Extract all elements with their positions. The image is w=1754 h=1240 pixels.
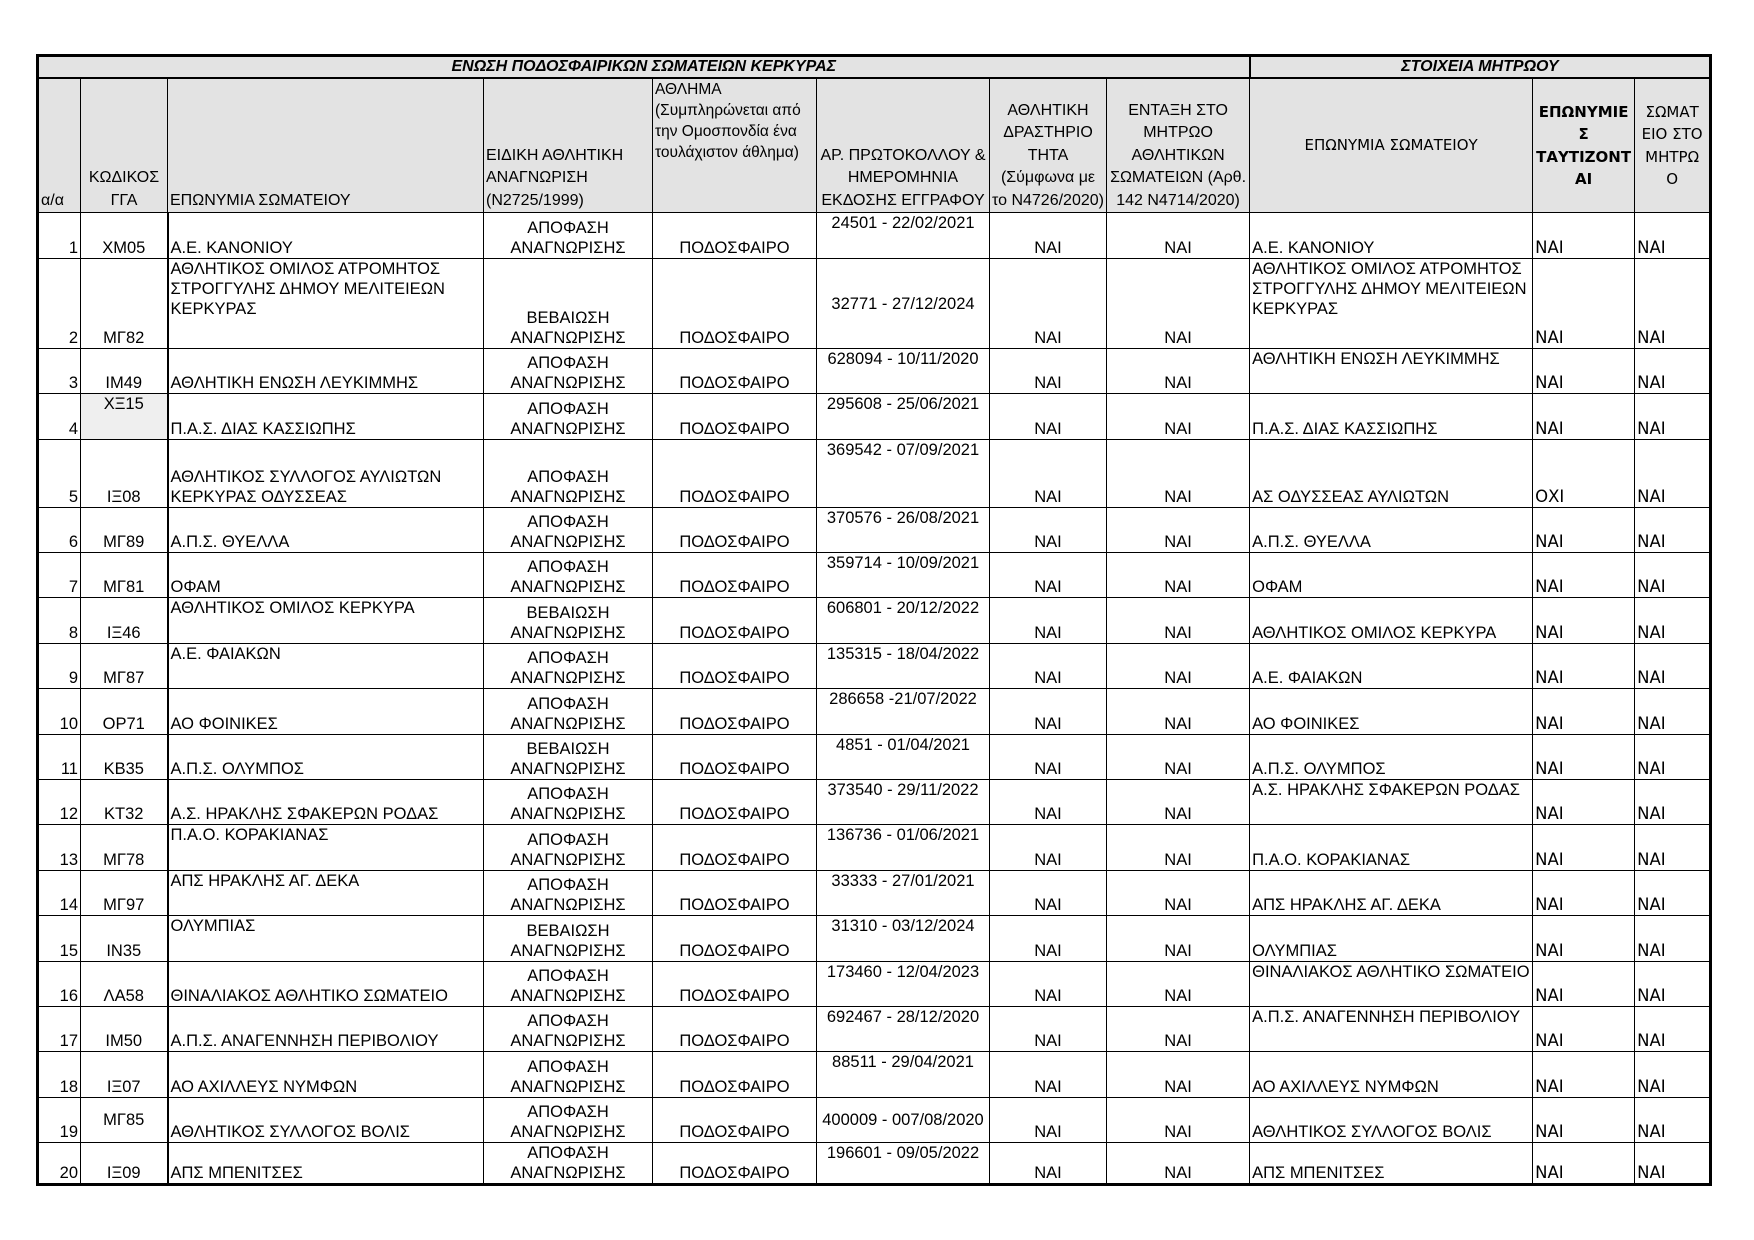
table-row xyxy=(38,259,1711,349)
col-header-protocol: ΑΡ. ΠΡΩΤΟΚΟΛΛΟΥ & ΗΜΕΡΟΜΗΝΙΑ ΕΚΔΟΣΗΣ ΕΓΓΡΑΦΟΥ xyxy=(817,78,990,213)
registry-inclusion-cell: ΝΑΙ xyxy=(1107,689,1250,735)
recognition-type-cell: ΒΕΒΑΙΩΣΗ ΑΝΑΓΝΩΡΙΣΗΣ xyxy=(484,916,653,962)
table-body xyxy=(38,213,1711,1185)
protocol-date-cell: 32771 - 27/12/2024 xyxy=(817,259,990,349)
recognition-type-cell: ΑΠΟΦΑΣΗ ΑΝΑΓΝΩΡΙΣΗΣ xyxy=(484,508,653,553)
in-registry-cell: ΝΑΙ xyxy=(1635,780,1711,825)
protocol-date-cell: 369542 - 07/09/2021 xyxy=(817,440,990,508)
club-name-cell: ΟΦΑΜ xyxy=(168,553,484,598)
sport-cell: ΠΟΔΟΣΦΑΙΡΟ xyxy=(653,644,817,689)
in-registry-cell: ΝΑΙ xyxy=(1635,871,1711,916)
registry-inclusion-cell: ΝΑΙ xyxy=(1107,440,1250,508)
in-registry-cell: ΝΑΙ xyxy=(1635,1052,1711,1098)
recognition-type-cell: ΑΠΟΦΑΣΗ ΑΝΑΓΝΩΡΙΣΗΣ xyxy=(484,780,653,825)
registry-club-name-cell: Α.Ε. ΦΑΙΑΚΩΝ xyxy=(1250,644,1533,689)
registry-club-name-cell: ΑΘΛΗΤΙΚΟΣ ΟΜΙΛΟΣ ΑΤΡΟΜΗΤΟΣ ΣΤΡΟΓΓΥΛΗΣ ΔΗΜΟΥ ΜΕΛΙΤΕΙΕΩΝ ΚΕΡΚΥΡΑΣ xyxy=(1250,259,1533,349)
names-match-cell: ΟΧΙ xyxy=(1533,440,1635,508)
recognition-type-cell: ΑΠΟΦΑΣΗ ΑΝΑΓΝΩΡΙΣΗΣ xyxy=(484,553,653,598)
registry-inclusion-cell: ΝΑΙ xyxy=(1107,871,1250,916)
club-name-cell: Α.Ε. ΦΑΙΑΚΩΝ xyxy=(168,644,484,689)
table-row xyxy=(38,962,1711,1007)
club-code-cell: ΙΝ35 xyxy=(81,916,168,962)
protocol-date-cell: 370576 - 26/08/2021 xyxy=(817,508,990,553)
registry-inclusion-cell: ΝΑΙ xyxy=(1107,1007,1250,1052)
sports-activity-cell: ΝΑΙ xyxy=(990,213,1107,259)
registry-inclusion-cell: ΝΑΙ xyxy=(1107,1143,1250,1185)
registry-inclusion-cell: ΝΑΙ xyxy=(1107,825,1250,871)
row-number-cell: 11 xyxy=(38,735,81,780)
protocol-date-cell: 373540 - 29/11/2022 xyxy=(817,780,990,825)
club-code-cell: ΜΓ89 xyxy=(81,508,168,553)
registry-club-name-cell: Π.Α.Ο. ΚΟΡΑΚΙΑΝΑΣ xyxy=(1250,825,1533,871)
registry-club-name-cell: Α.Π.Σ. ΘΥΕΛΛΑ xyxy=(1250,508,1533,553)
recognition-type-cell: ΑΠΟΦΑΣΗ ΑΝΑΓΝΩΡΙΣΗΣ xyxy=(484,394,653,440)
sports-activity-cell: ΝΑΙ xyxy=(990,1052,1107,1098)
club-code-cell: ΙΞ07 xyxy=(81,1052,168,1098)
row-number-cell: 10 xyxy=(38,689,81,735)
col-header-aa: α/α xyxy=(38,78,81,213)
sport-cell: ΠΟΔΟΣΦΑΙΡΟ xyxy=(653,1052,817,1098)
sports-activity-cell: ΝΑΙ xyxy=(990,916,1107,962)
protocol-date-cell: 88511 - 29/04/2021 xyxy=(817,1052,990,1098)
sports-activity-cell: ΝΑΙ xyxy=(990,871,1107,916)
sports-activity-cell: ΝΑΙ xyxy=(990,349,1107,394)
protocol-date-cell: 4851 - 01/04/2021 xyxy=(817,735,990,780)
club-code-cell: ΚΤ32 xyxy=(81,780,168,825)
club-code-cell: ΜΓ85 xyxy=(81,1098,168,1143)
protocol-date-cell: 628094 - 10/11/2020 xyxy=(817,349,990,394)
in-registry-cell: ΝΑΙ xyxy=(1635,259,1711,349)
table-row xyxy=(38,1143,1711,1185)
registry-inclusion-cell: ΝΑΙ xyxy=(1107,916,1250,962)
recognition-type-cell: ΑΠΟΦΑΣΗ ΑΝΑΓΝΩΡΙΣΗΣ xyxy=(484,644,653,689)
row-number-cell: 6 xyxy=(38,508,81,553)
club-code-cell: ΜΓ82 xyxy=(81,259,168,349)
row-number-cell: 8 xyxy=(38,598,81,644)
table-row xyxy=(38,689,1711,735)
recognition-type-cell: ΑΠΟΦΑΣΗ ΑΝΑΓΝΩΡΙΣΗΣ xyxy=(484,1052,653,1098)
row-number-cell: 19 xyxy=(38,1098,81,1143)
names-match-cell: ΝΑΙ xyxy=(1533,962,1635,1007)
in-registry-cell: ΝΑΙ xyxy=(1635,689,1711,735)
clubs-registry-table xyxy=(36,54,1712,1186)
recognition-type-cell: ΑΠΟΦΑΣΗ ΑΝΑΓΝΩΡΙΣΗΣ xyxy=(484,689,653,735)
registry-club-name-cell: ΟΦΑΜ xyxy=(1250,553,1533,598)
in-registry-cell: ΝΑΙ xyxy=(1635,553,1711,598)
names-match-cell: ΝΑΙ xyxy=(1533,598,1635,644)
recognition-type-cell: ΑΠΟΦΑΣΗ ΑΝΑΓΝΩΡΙΣΗΣ xyxy=(484,871,653,916)
names-match-cell: ΝΑΙ xyxy=(1533,780,1635,825)
sports-activity-cell: ΝΑΙ xyxy=(990,440,1107,508)
club-name-cell: ΘΙΝΑΛΙΑΚΟΣ ΑΘΛΗΤΙΚΟ ΣΩΜΑΤΕΙΟ xyxy=(168,962,484,1007)
sports-activity-cell: ΝΑΙ xyxy=(990,780,1107,825)
names-match-cell: ΝΑΙ xyxy=(1533,916,1635,962)
col-header-code: ΚΩΔΙΚΟΣ ΓΓΑ xyxy=(81,78,168,213)
recognition-type-cell: ΑΠΟΦΑΣΗ ΑΝΑΓΝΩΡΙΣΗΣ xyxy=(484,440,653,508)
row-number-cell: 20 xyxy=(38,1143,81,1185)
club-code-cell: ΜΓ97 xyxy=(81,871,168,916)
registry-club-name-cell: Π.Α.Σ. ΔΙΑΣ ΚΑΣΣΙΩΠΗΣ xyxy=(1250,394,1533,440)
table-row xyxy=(38,1007,1711,1052)
club-name-cell: Α.Π.Σ. ΘΥΕΛΛΑ xyxy=(168,508,484,553)
names-match-cell: ΝΑΙ xyxy=(1533,1007,1635,1052)
names-match-cell: ΝΑΙ xyxy=(1533,508,1635,553)
row-number-cell: 13 xyxy=(38,825,81,871)
registry-inclusion-cell: ΝΑΙ xyxy=(1107,644,1250,689)
club-name-cell: ΑΘΛΗΤΙΚΟΣ ΣΥΛΛΟΓΟΣ ΑΥΛΙΩΤΩΝ ΚΕΡΚΥΡΑΣ ΟΔΥΣΣΕΑΣ xyxy=(168,440,484,508)
club-code-cell: ΧΞ15 xyxy=(81,394,168,440)
sports-activity-cell: ΝΑΙ xyxy=(990,1098,1107,1143)
recognition-type-cell: ΒΕΒΑΙΩΣΗ ΑΝΑΓΝΩΡΙΣΗΣ xyxy=(484,598,653,644)
club-code-cell: ΟΡ71 xyxy=(81,689,168,735)
club-name-cell: Α.Π.Σ. ΟΛΥΜΠΟΣ xyxy=(168,735,484,780)
sports-activity-cell: ΝΑΙ xyxy=(990,394,1107,440)
club-name-cell: Π.Α.Ο. ΚΟΡΑΚΙΑΝΑΣ xyxy=(168,825,484,871)
sport-cell: ΠΟΔΟΣΦΑΙΡΟ xyxy=(653,553,817,598)
sports-activity-cell: ΝΑΙ xyxy=(990,735,1107,780)
names-match-cell: ΝΑΙ xyxy=(1533,553,1635,598)
recognition-type-cell: ΒΕΒΑΙΩΣΗ ΑΝΑΓΝΩΡΙΣΗΣ xyxy=(484,259,653,349)
table-row xyxy=(38,553,1711,598)
registry-inclusion-cell: ΝΑΙ xyxy=(1107,349,1250,394)
club-name-cell: ΟΛΥΜΠΙΑΣ xyxy=(168,916,484,962)
sport-cell: ΠΟΔΟΣΦΑΙΡΟ xyxy=(653,394,817,440)
club-code-cell: ΧΜ05 xyxy=(81,213,168,259)
names-match-cell: ΝΑΙ xyxy=(1533,735,1635,780)
col-header-activity: ΑΘΛΗΤΙΚΗ ΔΡΑΣΤΗΡΙΟ ΤΗΤΑ (Σύμφωνα με το Ν4726/2020) xyxy=(990,78,1107,213)
col-header-sport: ΑΘΛΗΜΑ (Συμπληρώνεται από την Ομοσπονδία ένα τουλάχιστον άθλημα) xyxy=(653,78,817,213)
sport-cell: ΠΟΔΟΣΦΑΙΡΟ xyxy=(653,1143,817,1185)
col-header-name: ΕΠΩΝΥΜΙΑ ΣΩΜΑΤΕΙΟΥ xyxy=(168,78,484,213)
row-number-cell: 9 xyxy=(38,644,81,689)
row-number-cell: 15 xyxy=(38,916,81,962)
club-name-cell: ΑΘΛΗΤΙΚΗ ΕΝΩΣΗ ΛΕΥΚΙΜΜΗΣ xyxy=(168,349,484,394)
registry-club-name-cell: ΑΠΣ ΗΡΑΚΛΗΣ ΑΓ. ΔΕΚΑ xyxy=(1250,871,1533,916)
sport-cell: ΠΟΔΟΣΦΑΙΡΟ xyxy=(653,349,817,394)
recognition-type-cell: ΑΠΟΦΑΣΗ ΑΝΑΓΝΩΡΙΣΗΣ xyxy=(484,349,653,394)
sport-cell: ΠΟΔΟΣΦΑΙΡΟ xyxy=(653,1098,817,1143)
club-name-cell: Α.Π.Σ. ΑΝΑΓΕΝΝΗΣΗ ΠΕΡΙΒΟΛΙΟΥ xyxy=(168,1007,484,1052)
registry-inclusion-cell: ΝΑΙ xyxy=(1107,508,1250,553)
col-header-in-registry: ΣΩΜΑΤ ΕΙΟ ΣΤΟ ΜΗΤΡΩ Ο xyxy=(1635,78,1711,213)
table-row xyxy=(38,735,1711,780)
registry-club-name-cell: Α.Σ. ΗΡΑΚΛΗΣ ΣΦΑΚΕΡΩΝ ΡΟΔΑΣ xyxy=(1250,780,1533,825)
registry-club-name-cell: ΑΘΛΗΤΙΚΗ ΕΝΩΣΗ ΛΕΥΚΙΜΜΗΣ xyxy=(1250,349,1533,394)
club-name-cell: Π.Α.Σ. ΔΙΑΣ ΚΑΣΣΙΩΠΗΣ xyxy=(168,394,484,440)
protocol-date-cell: 33333 - 27/01/2021 xyxy=(817,871,990,916)
registry-inclusion-cell: ΝΑΙ xyxy=(1107,962,1250,1007)
sports-activity-cell: ΝΑΙ xyxy=(990,598,1107,644)
row-number-cell: 3 xyxy=(38,349,81,394)
sport-cell: ΠΟΔΟΣΦΑΙΡΟ xyxy=(653,780,817,825)
in-registry-cell: ΝΑΙ xyxy=(1635,508,1711,553)
row-number-cell: 12 xyxy=(38,780,81,825)
row-number-cell: 14 xyxy=(38,871,81,916)
registry-club-name-cell: ΑΘΛΗΤΙΚΟΣ ΣΥΛΛΟΓΟΣ ΒΟΛΙΣ xyxy=(1250,1098,1533,1143)
names-match-cell: ΝΑΙ xyxy=(1533,871,1635,916)
club-name-cell: ΑΟ ΑΧΙΛΛΕΥΣ ΝΥΜΦΩΝ xyxy=(168,1052,484,1098)
club-name-cell: Α.Σ. ΗΡΑΚΛΗΣ ΣΦΑΚΕΡΩΝ ΡΟΔΑΣ xyxy=(168,780,484,825)
sports-activity-cell: ΝΑΙ xyxy=(990,553,1107,598)
sport-cell: ΠΟΔΟΣΦΑΙΡΟ xyxy=(653,689,817,735)
registry-club-name-cell: Α.Π.Σ. ΟΛΥΜΠΟΣ xyxy=(1250,735,1533,780)
title-band xyxy=(38,56,1711,79)
sports-activity-cell: ΝΑΙ xyxy=(990,689,1107,735)
sport-cell: ΠΟΔΟΣΦΑΙΡΟ xyxy=(653,508,817,553)
protocol-date-cell: 196601 - 09/05/2022 xyxy=(817,1143,990,1185)
column-header-row xyxy=(38,78,1711,213)
row-number-cell: 18 xyxy=(38,1052,81,1098)
recognition-type-cell: ΑΠΟΦΑΣΗ ΑΝΑΓΝΩΡΙΣΗΣ xyxy=(484,213,653,259)
club-code-cell: ΙΜ50 xyxy=(81,1007,168,1052)
in-registry-cell: ΝΑΙ xyxy=(1635,825,1711,871)
club-name-cell: Α.Ε. ΚΑΝΟΝΙΟΥ xyxy=(168,213,484,259)
registry-club-name-cell: ΟΛΥΜΠΙΑΣ xyxy=(1250,916,1533,962)
protocol-date-cell: 359714 - 10/09/2021 xyxy=(817,553,990,598)
registry-club-name-cell: ΑΣ ΟΔΥΣΣΕΑΣ ΑΥΛΙΩΤΩΝ xyxy=(1250,440,1533,508)
col-header-registry-name: ΕΠΩΝΥΜΙΑ ΣΩΜΑΤΕΙΟΥ xyxy=(1250,78,1533,213)
in-registry-cell: ΝΑΙ xyxy=(1635,394,1711,440)
table-row xyxy=(38,916,1711,962)
protocol-date-cell: 295608 - 25/06/2021 xyxy=(817,394,990,440)
sport-cell: ΠΟΔΟΣΦΑΙΡΟ xyxy=(653,735,817,780)
sport-cell: ΠΟΔΟΣΦΑΙΡΟ xyxy=(653,1007,817,1052)
in-registry-cell: ΝΑΙ xyxy=(1635,644,1711,689)
club-code-cell: ΙΜ49 xyxy=(81,349,168,394)
sport-cell: ΠΟΔΟΣΦΑΙΡΟ xyxy=(653,871,817,916)
club-code-cell: ΛΑ58 xyxy=(81,962,168,1007)
in-registry-cell: ΝΑΙ xyxy=(1635,213,1711,259)
club-name-cell: ΑΠΣ ΗΡΑΚΛΗΣ ΑΓ. ΔΕΚΑ xyxy=(168,871,484,916)
registry-inclusion-cell: ΝΑΙ xyxy=(1107,598,1250,644)
row-number-cell: 17 xyxy=(38,1007,81,1052)
names-match-cell: ΝΑΙ xyxy=(1533,213,1635,259)
registry-club-name-cell: Α.Π.Σ. ΑΝΑΓΕΝΝΗΣΗ ΠΕΡΙΒΟΛΙΟΥ xyxy=(1250,1007,1533,1052)
union-title: ΕΝΩΣΗ ΠΟΔΟΣΦΑΙΡΙΚΩΝ ΣΩΜΑΤΕΙΩΝ ΚΕΡΚΥΡΑΣ xyxy=(38,56,1250,79)
protocol-date-cell: 135315 - 18/04/2022 xyxy=(817,644,990,689)
recognition-type-cell: ΑΠΟΦΑΣΗ ΑΝΑΓΝΩΡΙΣΗΣ xyxy=(484,962,653,1007)
sport-cell: ΠΟΔΟΣΦΑΙΡΟ xyxy=(653,962,817,1007)
row-number-cell: 7 xyxy=(38,553,81,598)
sport-cell: ΠΟΔΟΣΦΑΙΡΟ xyxy=(653,213,817,259)
names-match-cell: ΝΑΙ xyxy=(1533,689,1635,735)
sports-activity-cell: ΝΑΙ xyxy=(990,508,1107,553)
col-header-registry-inclusion: ΕΝΤΑΞΗ ΣΤΟ ΜΗΤΡΩΟ ΑΘΛΗΤΙΚΩΝ ΣΩΜΑΤΕΙΩΝ (Αρθ. 142 Ν4714/2020) xyxy=(1107,78,1250,213)
table-row xyxy=(38,871,1711,916)
table-row xyxy=(38,644,1711,689)
table-row xyxy=(38,1052,1711,1098)
protocol-date-cell: 31310 - 03/12/2024 xyxy=(817,916,990,962)
registry-club-name-cell: ΑΠΣ ΜΠΕΝΙΤΣΕΣ xyxy=(1250,1143,1533,1185)
col-header-recognition: ΕΙΔΙΚΗ ΑΘΛΗΤΙΚΗ ΑΝΑΓΝΩΡΙΣΗ (Ν2725/1999) xyxy=(484,78,653,213)
in-registry-cell: ΝΑΙ xyxy=(1635,916,1711,962)
recognition-type-cell: ΒΕΒΑΙΩΣΗ ΑΝΑΓΝΩΡΙΣΗΣ xyxy=(484,735,653,780)
names-match-cell: ΝΑΙ xyxy=(1533,1143,1635,1185)
registry-club-name-cell: ΑΟ ΑΧΙΛΛΕΥΣ ΝΥΜΦΩΝ xyxy=(1250,1052,1533,1098)
recognition-type-cell: ΑΠΟΦΑΣΗ ΑΝΑΓΝΩΡΙΣΗΣ xyxy=(484,825,653,871)
table-row xyxy=(38,440,1711,508)
protocol-date-cell: 400009 - 007/08/2020 xyxy=(817,1098,990,1143)
registry-inclusion-cell: ΝΑΙ xyxy=(1107,394,1250,440)
registry-inclusion-cell: ΝΑΙ xyxy=(1107,213,1250,259)
row-number-cell: 16 xyxy=(38,962,81,1007)
registry-inclusion-cell: ΝΑΙ xyxy=(1107,735,1250,780)
protocol-date-cell: 136736 - 01/06/2021 xyxy=(817,825,990,871)
sports-activity-cell: ΝΑΙ xyxy=(990,825,1107,871)
row-number-cell: 4 xyxy=(38,394,81,440)
in-registry-cell: ΝΑΙ xyxy=(1635,735,1711,780)
table-row xyxy=(38,213,1711,259)
club-code-cell: ΜΓ81 xyxy=(81,553,168,598)
sports-activity-cell: ΝΑΙ xyxy=(990,644,1107,689)
recognition-type-cell: ΑΠΟΦΑΣΗ ΑΝΑΓΝΩΡΙΣΗΣ xyxy=(484,1098,653,1143)
recognition-type-cell: ΑΠΟΦΑΣΗ ΑΝΑΓΝΩΡΙΣΗΣ xyxy=(484,1007,653,1052)
in-registry-cell: ΝΑΙ xyxy=(1635,1143,1711,1185)
sport-cell: ΠΟΔΟΣΦΑΙΡΟ xyxy=(653,916,817,962)
protocol-date-cell: 24501 - 22/02/2021 xyxy=(817,213,990,259)
club-name-cell: ΑΘΛΗΤΙΚΟΣ ΟΜΙΛΟΣ ΚΕΡΚΥΡΑ xyxy=(168,598,484,644)
sports-activity-cell: ΝΑΙ xyxy=(990,259,1107,349)
club-name-cell: ΑΠΣ ΜΠΕΝΙΤΣΕΣ xyxy=(168,1143,484,1185)
table-row xyxy=(38,349,1711,394)
in-registry-cell: ΝΑΙ xyxy=(1635,1098,1711,1143)
names-match-cell: ΝΑΙ xyxy=(1533,644,1635,689)
sports-activity-cell: ΝΑΙ xyxy=(990,1007,1107,1052)
names-match-cell: ΝΑΙ xyxy=(1533,259,1635,349)
registry-club-name-cell: ΘΙΝΑΛΙΑΚΟΣ ΑΘΛΗΤΙΚΟ ΣΩΜΑΤΕΙΟ xyxy=(1250,962,1533,1007)
names-match-cell: ΝΑΙ xyxy=(1533,1098,1635,1143)
club-code-cell: ΙΞ08 xyxy=(81,440,168,508)
in-registry-cell: ΝΑΙ xyxy=(1635,440,1711,508)
table-row xyxy=(38,598,1711,644)
row-number-cell: 1 xyxy=(38,213,81,259)
registry-title: ΣΤΟΙΧΕΙΑ ΜΗΤΡΩΟΥ xyxy=(1250,56,1711,79)
club-code-cell: ΙΞ09 xyxy=(81,1143,168,1185)
protocol-date-cell: 606801 - 20/12/2022 xyxy=(817,598,990,644)
protocol-date-cell: 286658 -21/07/2022 xyxy=(817,689,990,735)
club-code-cell: ΜΓ78 xyxy=(81,825,168,871)
sports-activity-cell: ΝΑΙ xyxy=(990,1143,1107,1185)
registry-inclusion-cell: ΝΑΙ xyxy=(1107,553,1250,598)
registry-club-name-cell: ΑΘΛΗΤΙΚΟΣ ΟΜΙΛΟΣ ΚΕΡΚΥΡΑ xyxy=(1250,598,1533,644)
registry-inclusion-cell: ΝΑΙ xyxy=(1107,1052,1250,1098)
table-row xyxy=(38,1098,1711,1143)
sports-activity-cell: ΝΑΙ xyxy=(990,962,1107,1007)
sport-cell: ΠΟΔΟΣΦΑΙΡΟ xyxy=(653,598,817,644)
protocol-date-cell: 692467 - 28/12/2020 xyxy=(817,1007,990,1052)
in-registry-cell: ΝΑΙ xyxy=(1635,962,1711,1007)
sport-cell: ΠΟΔΟΣΦΑΙΡΟ xyxy=(653,440,817,508)
club-name-cell: ΑΟ ΦΟΙΝΙΚΕΣ xyxy=(168,689,484,735)
sport-cell: ΠΟΔΟΣΦΑΙΡΟ xyxy=(653,825,817,871)
registry-club-name-cell: Α.Ε. ΚΑΝΟΝΙΟΥ xyxy=(1250,213,1533,259)
names-match-cell: ΝΑΙ xyxy=(1533,1052,1635,1098)
col-header-names-match: ΕΠΩΝΥΜΙΕ Σ ΤΑΥΤΙΖΟΝΤ ΑΙ xyxy=(1533,78,1635,213)
names-match-cell: ΝΑΙ xyxy=(1533,825,1635,871)
club-code-cell: ΙΞ46 xyxy=(81,598,168,644)
club-code-cell: ΜΓ87 xyxy=(81,644,168,689)
table-row xyxy=(38,508,1711,553)
club-name-cell: ΑΘΛΗΤΙΚΟΣ ΣΥΛΛΟΓΟΣ ΒΟΛΙΣ xyxy=(168,1098,484,1143)
in-registry-cell: ΝΑΙ xyxy=(1635,349,1711,394)
registry-club-name-cell: ΑΟ ΦΟΙΝΙΚΕΣ xyxy=(1250,689,1533,735)
registry-inclusion-cell: ΝΑΙ xyxy=(1107,1098,1250,1143)
club-code-cell: ΚΒ35 xyxy=(81,735,168,780)
row-number-cell: 2 xyxy=(38,259,81,349)
protocol-date-cell: 173460 - 12/04/2023 xyxy=(817,962,990,1007)
table-row xyxy=(38,825,1711,871)
in-registry-cell: ΝΑΙ xyxy=(1635,598,1711,644)
club-name-cell: ΑΘΛΗΤΙΚΟΣ ΟΜΙΛΟΣ ΑΤΡΟΜΗΤΟΣ ΣΤΡΟΓΓΥΛΗΣ ΔΗΜΟΥ ΜΕΛΙΤΕΙΕΩΝ ΚΕΡΚΥΡΑΣ xyxy=(168,259,484,349)
registry-inclusion-cell: ΝΑΙ xyxy=(1107,780,1250,825)
row-number-cell: 5 xyxy=(38,440,81,508)
in-registry-cell: ΝΑΙ xyxy=(1635,1007,1711,1052)
registry-inclusion-cell: ΝΑΙ xyxy=(1107,259,1250,349)
sport-cell: ΠΟΔΟΣΦΑΙΡΟ xyxy=(653,259,817,349)
names-match-cell: ΝΑΙ xyxy=(1533,349,1635,394)
table-row xyxy=(38,394,1711,440)
table-row xyxy=(38,780,1711,825)
recognition-type-cell: ΑΠΟΦΑΣΗ ΑΝΑΓΝΩΡΙΣΗΣ xyxy=(484,1143,653,1185)
names-match-cell: ΝΑΙ xyxy=(1533,394,1635,440)
